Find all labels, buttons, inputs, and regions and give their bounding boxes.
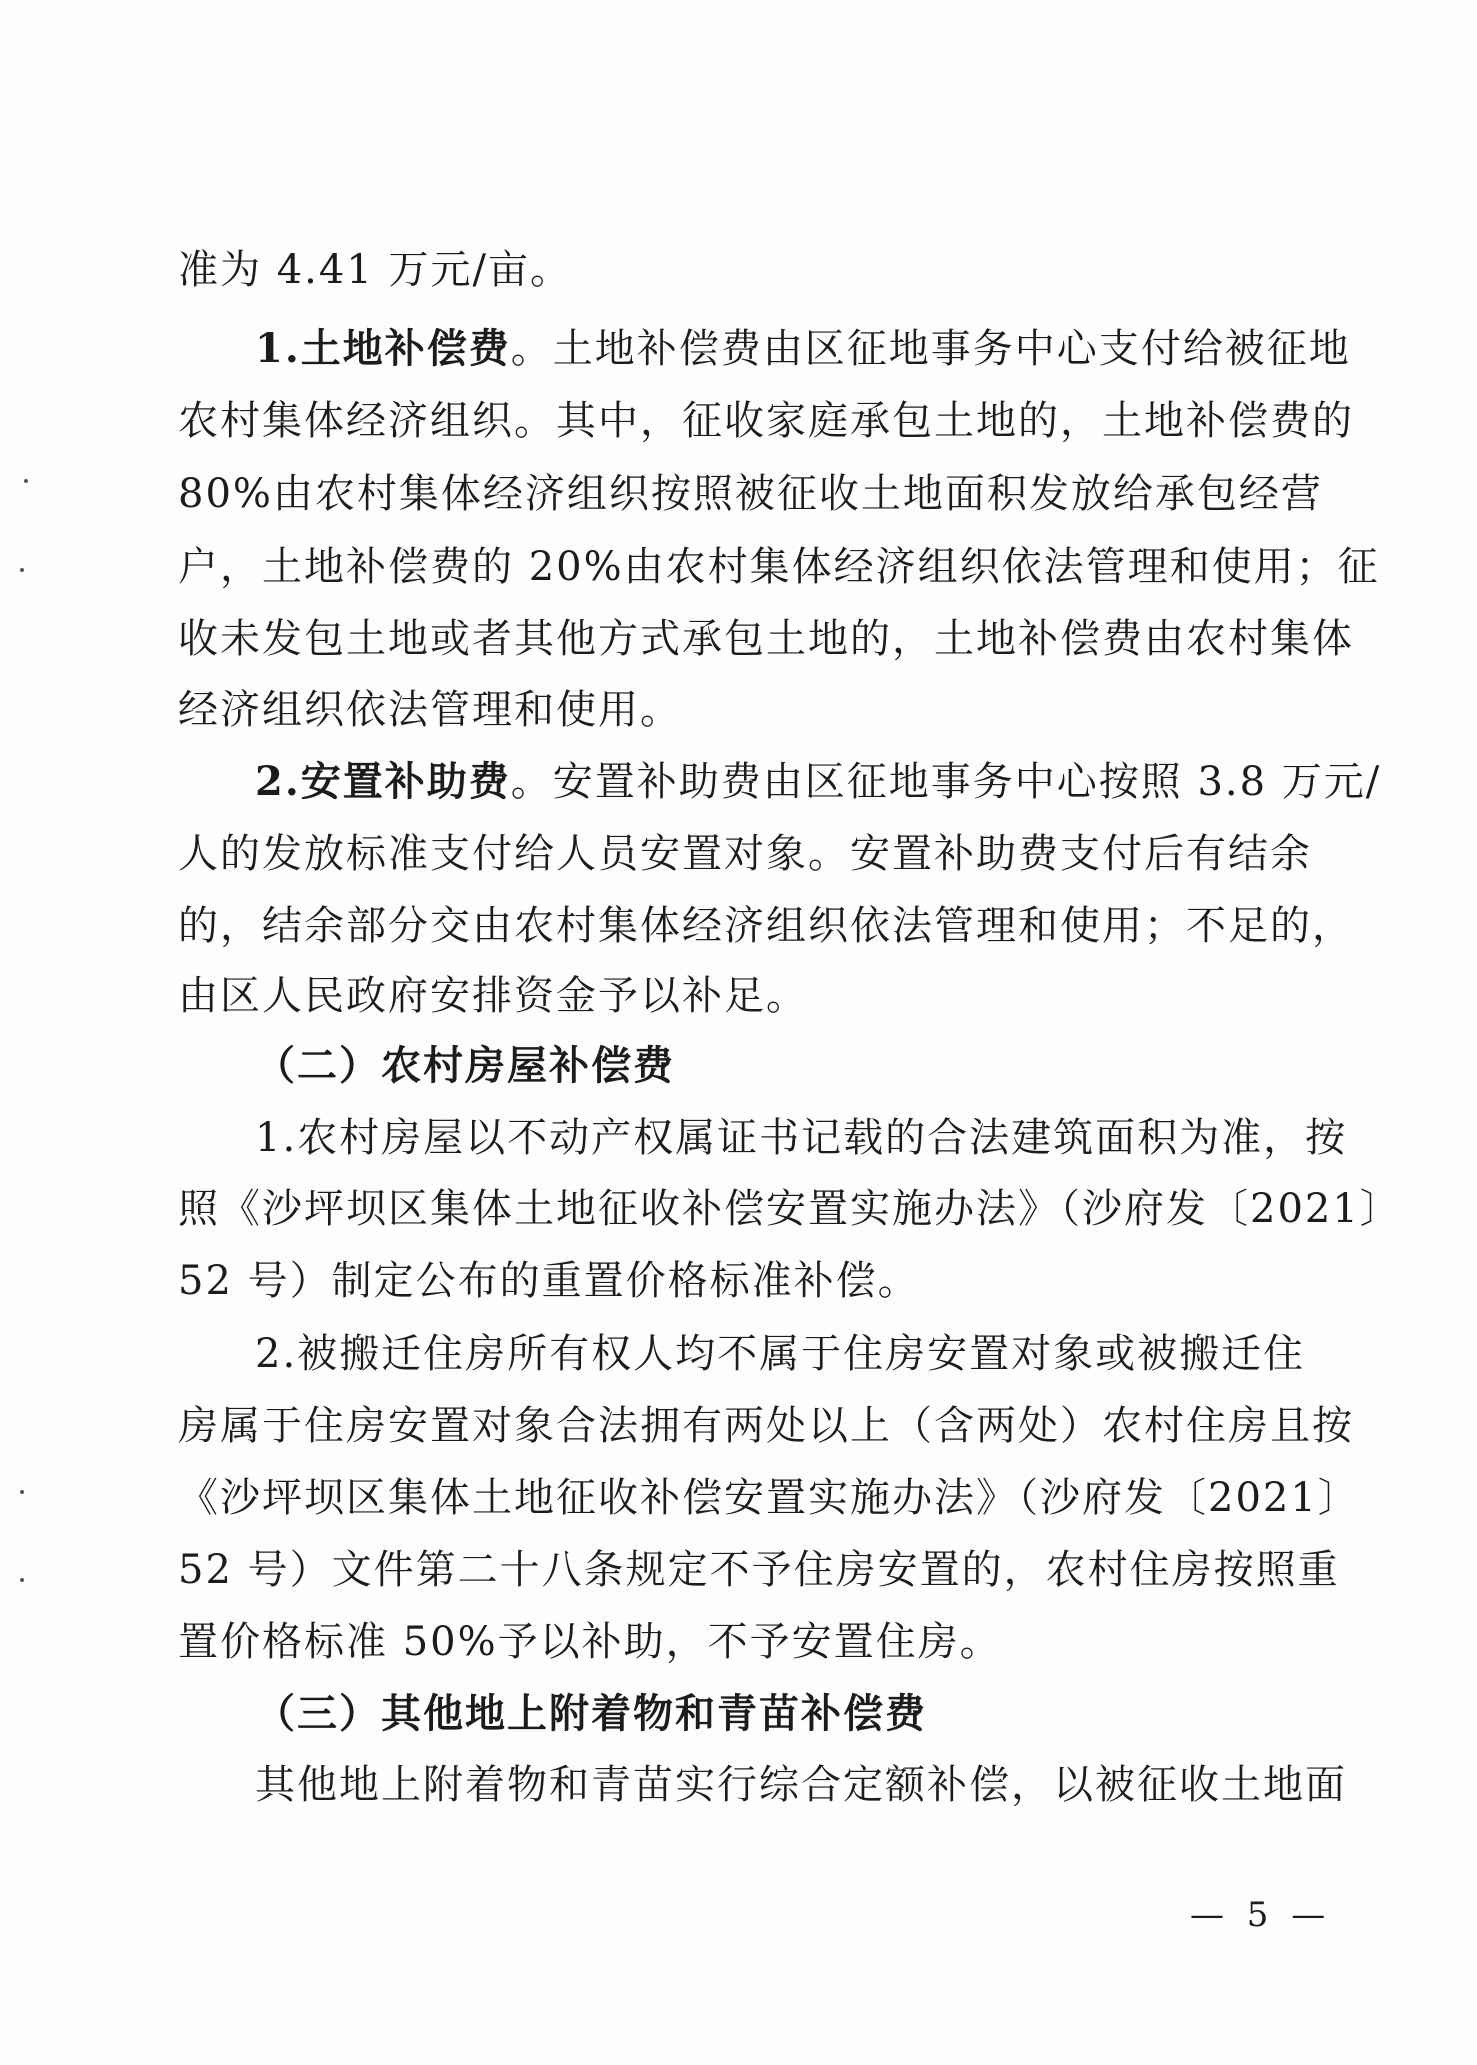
body-line: 其他地上附着物和青苗实行综合定额补偿，以被征收土地面: [255, 1762, 1347, 1808]
section-heading: （二）农村房屋补偿费: [255, 1042, 675, 1089]
body-line: 收未发包土地或者其他方式承包土地的，土地补偿费由农村集体: [178, 616, 1354, 662]
body-line: 人的发放标准支付给人员安置对象。安置补助费支付后有结余: [178, 831, 1312, 877]
item-heading: 2.安置补助费: [255, 758, 511, 805]
body-line: 52 号）制定公布的重置价格标准补偿。: [178, 1258, 920, 1304]
section-heading: （三）其他地上附着物和青苗补偿费: [255, 1690, 927, 1737]
body-line: 房属于住房安置对象合法拥有两处以上（含两处）农村住房且按: [178, 1403, 1354, 1449]
body-line: 经济组织依法管理和使用。: [178, 687, 682, 733]
margin-speck: [20, 568, 24, 572]
item-heading: 1.土地补偿费: [255, 325, 511, 372]
body-line: 2.安置补助费。安置补助费由区征地事务中心按照 3.8 万元/: [255, 758, 1382, 805]
body-line: 52 号）文件第二十八条规定不予住房安置的，农村住房按照重: [178, 1547, 1340, 1593]
body-line: 准为 4.41 万元/亩。: [178, 247, 572, 293]
body-line: 置价格标准 50%予以补助，不予安置住房。: [178, 1619, 1002, 1665]
body-line: 2.被搬迁住房所有权人均不属于住房安置对象或被搬迁住: [255, 1331, 1306, 1377]
body-line: 80%由农村集体经济组织按照被征收土地面积发放给承包经营: [178, 471, 1323, 517]
body-line: 的，结余部分交由农村集体经济组织依法管理和使用；不足的，: [178, 903, 1354, 949]
body-line: 由区人民政府安排资金予以补足。: [178, 973, 808, 1019]
body-line: 1.农村房屋以不动产权属证书记载的合法建筑面积为准，按: [255, 1115, 1348, 1161]
page-number: — 5 —: [1190, 1895, 1332, 1935]
body-line: 《沙坪坝区集体土地征收补偿安置实施办法》（沙府发〔2021〕: [178, 1475, 1360, 1521]
margin-speck: [20, 1578, 24, 1582]
body-line: 1.土地补偿费。土地补偿费由区征地事务中心支付给被征地: [255, 325, 1351, 372]
body-line: 户，土地补偿费的 20%由农村集体经济组织依法管理和使用；征: [178, 544, 1380, 590]
body-line: 农村集体经济组织。其中，征收家庭承包土地的，土地补偿费的: [178, 398, 1354, 444]
body-line: 照《沙坪坝区集体土地征收补偿安置实施办法》（沙府发〔2021〕: [178, 1186, 1402, 1232]
margin-speck: [20, 1490, 24, 1494]
margin-speck: [24, 479, 28, 483]
